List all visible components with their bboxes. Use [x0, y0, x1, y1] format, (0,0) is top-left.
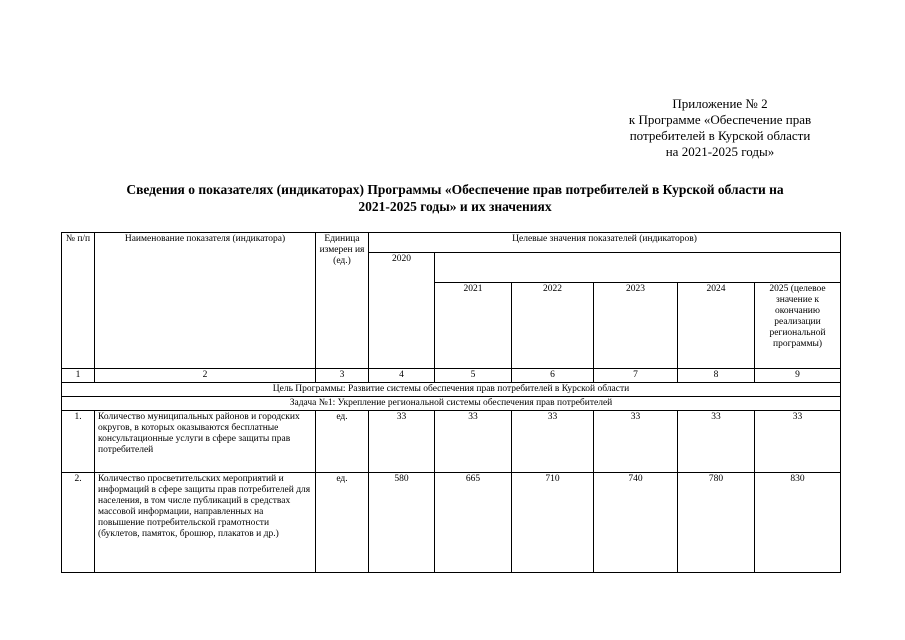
col-number: 8	[678, 369, 755, 383]
title-line: Сведения о показателях (индикаторах) Программы «Обеспечение прав потребителей в Курской области на	[126, 182, 784, 197]
goal-row: Цель Программы: Развитие системы обеспечения прав потребителей в Курской области	[62, 383, 841, 397]
row-value: 710	[512, 473, 594, 573]
col-number: 4	[369, 369, 435, 383]
row-value: 33	[512, 411, 594, 473]
col-number: 7	[594, 369, 678, 383]
header-year-2025: 2025 (целевое значение к окончанию реализации региональной программы)	[755, 283, 841, 369]
col-number: 9	[755, 369, 841, 383]
col-number: 5	[435, 369, 512, 383]
table-row	[62, 411, 841, 473]
row-value: 33	[369, 411, 435, 473]
table-row	[62, 473, 841, 573]
row-num: 2.	[62, 473, 95, 573]
header-year-2021: 2021	[435, 283, 512, 369]
appendix-heading	[600, 96, 840, 160]
header-name: Наименование показателя (индикатора)	[95, 233, 316, 369]
row-num: 1.	[62, 411, 95, 473]
document-title	[60, 181, 850, 215]
task-row: Задача №1: Укрепление региональной системы обеспечения прав потребителей	[62, 397, 841, 411]
header-year-2023: 2023	[594, 283, 678, 369]
row-value: 33	[435, 411, 512, 473]
header-targets: Целевые значения показателей (индикаторов)	[369, 233, 841, 253]
header-year-2020: 2020	[369, 253, 435, 369]
row-value: 665	[435, 473, 512, 573]
appendix-line: потребителей в Курской области	[629, 128, 811, 143]
col-number: 3	[316, 369, 369, 383]
header-num: № п/п	[62, 233, 95, 369]
row-value: 33	[678, 411, 755, 473]
appendix-line: на 2021-2025 годы»	[665, 144, 775, 159]
header-year-2022: 2022	[512, 283, 594, 369]
row-value: 780	[678, 473, 755, 573]
appendix-line: к Программе «Обеспечение прав	[628, 112, 812, 127]
row-name: Количество муниципальных районов и городских округов, в которых оказываются бесплатные консультационные услуги в сфере защиты прав потребителей	[95, 411, 316, 473]
col-number: 6	[512, 369, 594, 383]
header-years-group	[435, 253, 841, 283]
row-value: 580	[369, 473, 435, 573]
row-value: 740	[594, 473, 678, 573]
row-name: Количество просветительских мероприятий и информаций в сфере защиты прав потребителей для населения, в том числе публикаций в средствах массовой информации, направленных на повышение потребительской грамотности (буклетов, памяток, брошюр, плакатов и др.)	[95, 473, 316, 573]
row-value: 830	[755, 473, 841, 573]
col-number: 1	[62, 369, 95, 383]
row-value: 33	[755, 411, 841, 473]
indicators-table	[61, 232, 841, 573]
row-value: 33	[594, 411, 678, 473]
header-unit: Единица измерен ия (ед.)	[316, 233, 369, 369]
header-year-2024: 2024	[678, 283, 755, 369]
row-unit: ед.	[316, 411, 369, 473]
row-unit: ед.	[316, 473, 369, 573]
appendix-line: Приложение № 2	[672, 96, 768, 111]
title-line: 2021-2025 годы» и их значениях	[358, 199, 552, 214]
col-number: 2	[95, 369, 316, 383]
